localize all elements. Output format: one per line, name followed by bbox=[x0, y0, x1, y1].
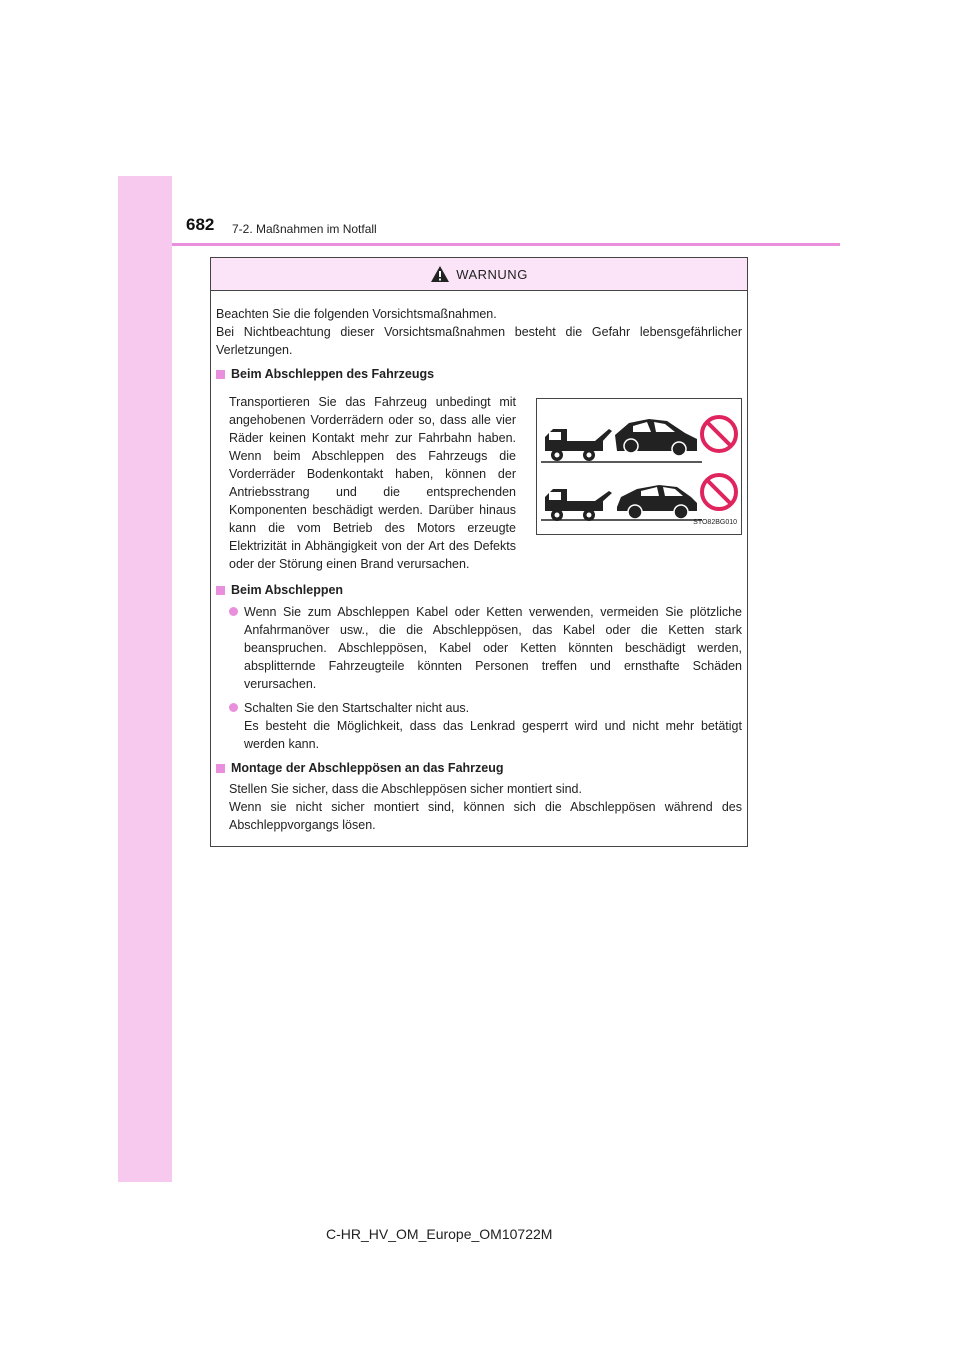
list-item-text: Wenn Sie zum Abschleppen Kabel oder Ketten verwenden, vermeiden Sie plötzliche Anfahrmanöver usw., die die Abschleppösen, das Kabel oder die Ketten stark beanspruchen. Abschleppösen, Kabel oder Ketten könnten beschädigt werden, absplitternde Fahrzeugteile könnten Personen treffen und ernsthafte Schäden verursachen. bbox=[244, 605, 742, 691]
warning-intro-line2: Bei Nichtbeachtung dieser Vorsichtsmaßnahmen besteht die Gefahr lebensgefährlicher Verletzungen. bbox=[216, 325, 742, 357]
list-item bbox=[216, 603, 742, 693]
chapter-side-band bbox=[118, 176, 172, 1182]
section-title: 7-2. Maßnahmen im Notfall bbox=[232, 222, 377, 236]
mounting-line2: Wenn sie nicht sicher montiert sind, können sich die Abschleppösen während des Abschleppvorgangs lösen. bbox=[229, 800, 742, 832]
towing-row bbox=[216, 393, 742, 573]
list-item-text bbox=[244, 699, 742, 753]
warning-intro-line1: Beachten Sie die folgenden Vorsichtsmaßnahmen. bbox=[216, 307, 497, 321]
section-heading-towing bbox=[216, 581, 742, 599]
section-heading-mounting bbox=[216, 759, 742, 777]
section-heading-text: Montage der Abschleppösen an das Fahrzeug bbox=[231, 761, 504, 775]
towing-text: Transportieren Sie das Fahrzeug unbedingt mit angehobenen Vorderrädern oder so, dass alle vier Räder keinen Kontakt mehr zur Fahrbahn haben. Wenn beim Abschleppen des Fahrzeugs die Vorderräder Bodenkontakt haben, können der Antriebsstrang und die entsprechenden Komponenten beschädigt werden. Darüber hinaus kann die vom Betrieb des Motors erzeugte Elektrizität in Abhängigkeit von der Art des Defekts oder der Störung einen Brand verursachen. bbox=[229, 395, 516, 571]
round-bullet-icon bbox=[229, 703, 238, 712]
car-lifted-front bbox=[615, 419, 697, 456]
square-bullet-icon bbox=[216, 586, 225, 595]
list-item bbox=[216, 699, 742, 753]
prohibited-icon bbox=[702, 475, 736, 509]
page-number: 682 bbox=[186, 215, 215, 234]
car-on-ground bbox=[617, 485, 697, 519]
manual-code: C-HR_HV_OM_Europe_OM10722M bbox=[326, 1226, 553, 1242]
square-bullet-icon bbox=[216, 764, 225, 773]
square-bullet-icon bbox=[216, 370, 225, 379]
figure-code: STO82BG010 bbox=[693, 519, 737, 526]
header-rule bbox=[172, 243, 840, 246]
tow-truck-top bbox=[545, 429, 612, 461]
warning-label: WARNUNG bbox=[456, 266, 528, 282]
towing-illustration bbox=[536, 398, 742, 535]
list-item-line2: Es besteht die Möglichkeit, dass das Lenkrad gesperrt wird und nicht mehr betätigt werden kann. bbox=[244, 719, 742, 751]
round-bullet-icon bbox=[229, 607, 238, 616]
warning-triangle-icon bbox=[430, 265, 450, 283]
section-heading-towing-vehicle bbox=[216, 365, 742, 383]
prohibited-icon bbox=[702, 417, 736, 451]
warning-header bbox=[211, 258, 747, 291]
section-heading-text: Beim Abschleppen des Fahrzeugs bbox=[231, 367, 435, 381]
warning-body bbox=[211, 291, 747, 834]
tow-truck-bottom bbox=[545, 489, 612, 521]
mounting-text bbox=[216, 780, 742, 834]
mounting-line1: Stellen Sie sicher, dass die Abschleppösen sicher montiert sind. bbox=[229, 782, 582, 796]
warning-box bbox=[210, 257, 748, 847]
section-heading-text: Beim Abschleppen bbox=[231, 583, 344, 597]
list-item-line1: Schalten Sie den Startschalter nicht aus. bbox=[244, 701, 470, 715]
